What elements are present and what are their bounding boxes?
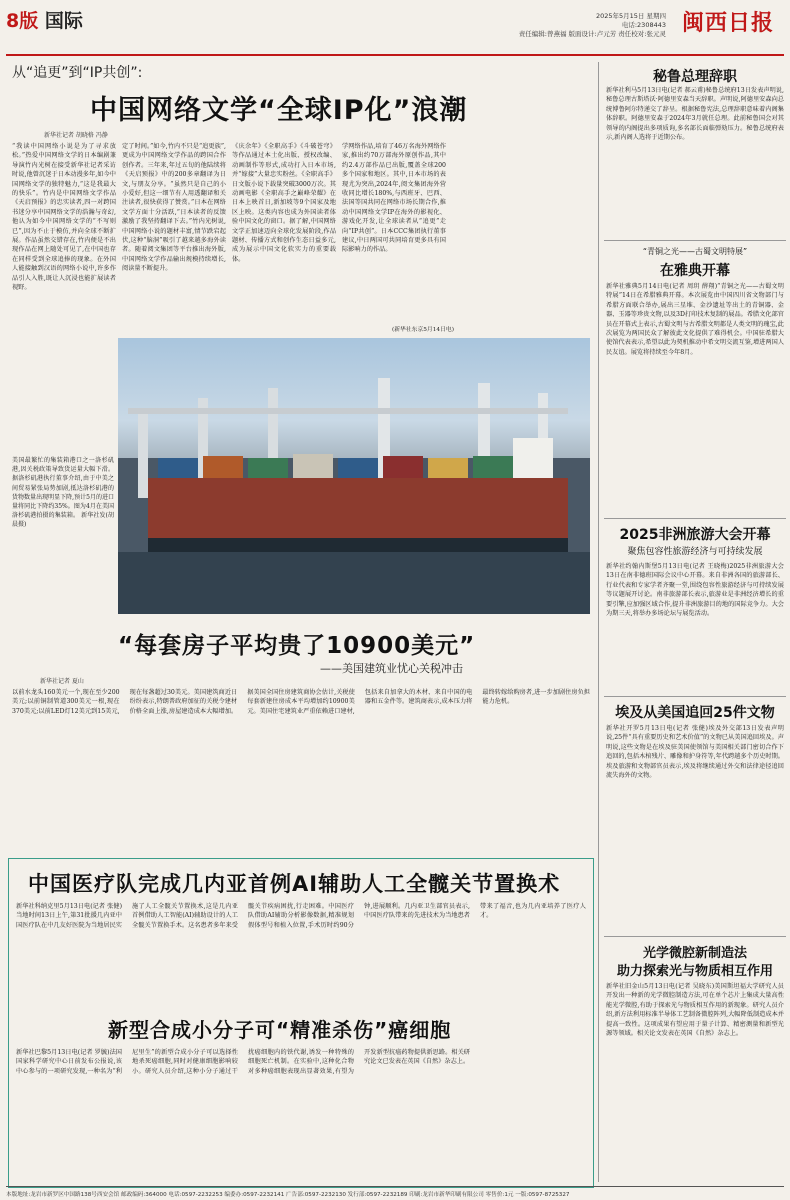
page-number: 8版 [6,10,39,32]
sidebar-sep [604,936,786,937]
photo-credit: 新华社发(胡晨摄) [12,512,114,529]
lead-col-1: “我读中国网络小说是为了寻求放松。”热爱中国网络文学的日本编剧兼导演竹内光树在接受新华社记者采访时说,他曾沉迷于日本动漫多年,如今中国网络文学的独特魅力,“这是我最大的快乐”。竹内是中国网络文学作品《天启预报》的忠实读者,四一对跨国书迷分享中国网络文学的浩瀚与奇幻,他认为如今中国网络文学的“不写则已”,因为不止于模仿,并向全球不断扩展。作品虽然交错存在,竹内便是不出现作品在网上随处可见了,在中国也存在同样受到全球追捧的现象。在外国人能接触到汉语的网络小说中,许多作品引人入胜,既让人沉浸也能扩展读者视野。 [12,143,116,292]
lead-title: 中国网络文学“全球IP化”浪潮 [90,95,468,126]
medical-title: 中国医疗队完成几内亚首例AI辅助人工全髋关节置换术 [28,872,561,896]
masthead-meta [366,12,666,39]
lead-kicker: 从“追更”到“IP共创”: [12,65,143,81]
editors-line: 责任编辑:曾燕福 版面设计:卢元芳 责任校对:张元灵 [518,30,666,38]
container-ship-illustration [118,338,590,614]
lead-col-2: 定了时间。”如今,竹内不只是“追更族”,更成为中国网络文学作品的跨国合作创作者。三年来,年过五旬的他陆续将《天启预报》中的200多章翻译为日文,与朋友分享。“虽然只是自己的小小爱好,但这一细节有人用透翻译和关注读者,很快获得了赞赏。”日本在网络文学方面十分活跃,“日本读者的反馈激励了我坚持翻译下去。”竹内光树说,中国网络小说的题材丰富,情节跌宕起伏,这种“脑洞”吸引了越来越多海外读者。随着阅文集团等平台推出海外版,中国网络文学作品输出规模持续增长,阅读量不断提升。 [122,143,226,273]
housing-byline: 新华社记者 夏山 [40,678,84,685]
africa-body: 新华社约翰内斯堡5月13日电(记者 王晓梅)2025非洲旅游大会13日在南非德班国际会议中心开幕。来自非洲各国的旅游部长、行业代表和专家学者齐聚一堂,围绕包容性旅游经济与可持续发展等议题展开讨论。南非旅游部长表示,旅游业是非洲经济增长的重要引擎,应加强区域合作,提升非洲旅游目的地的国际竞争力。大会为期三天,将举办多场论坛与展览活动。 [606,563,784,618]
photon-title: 光学微腔新制造法 [642,946,747,961]
lead-col-3: 《庆余年》《全职高手》《斗破苍穹》等作品通过本土化出版、授权改编、动画制作等形式,成功打入日本市场,并“嫁接”大量忠实粉丝。《全职高手》日文版小说下载量突破3000万次。其动画电影《全职高手之巅峰荣耀》在日本上映首日,新加坡等9个国家及地区上映。这类内容也成为外国读者体验中国文化的窗口。据了解,中国网络文学正加速迈向全球化发展阶段,作品题材、传播方式和创作生态日益多元,成为展示中国文化软实力的重要载体。 [232,143,336,263]
culture-title: 在雅典开幕 [660,263,730,279]
peru-title: 秘鲁总理辞职 [653,69,737,85]
drug-title: 新型合成小分子可“精准杀伤”癌细胞 [108,1018,452,1042]
housing-title: “每套房子平均贵了10900美元” [118,633,476,659]
issue-date: 2025年5月15日 星期四 [595,12,666,20]
newspaper-logo: 闽西日报 [682,10,775,36]
photon-body: 新华社旧金山5月13日电(记者 吴晓东)美国斯坦福大学研究人员开发出一种新的光学微腔制造方法,可在单个芯片上集成大量高性能光学微腔,有助于探索光与物质相互作用的新现象。研究人员介绍,新方法利用标准半导体工艺制备微腔阵列,大幅降低制造成本并提高一致性。这项成果有望应用于量子计算、精密测量和新型光源等领域。相关论文发表在英国《自然》杂志上。 [606,983,784,1038]
sidebar-sep [604,696,786,697]
port-photo [118,338,590,614]
photo-caption [12,456,114,608]
sidebar-sep [604,240,786,241]
culture-kicker: “青铜之光——古蜀文明特展” [642,247,748,256]
housing-body: 以前水龙头160美元一个,现在至少200美元;以前铜制管道300美元一根,现在370美元;以前LED灯12美元到15美元,现在每盏超过30美元。美国建筑商近日纷纷表示,特朗普政府加征的关税令建材价格全面上涨,房屋建造成本大幅增加。据美国全国住房建筑商协会估计,关税使每套新建住房成本平均增加约10900美元。美国住宅建筑业严重依赖进口建材,包括来自加拿大的木材、来自中国的电器和五金件等。建筑商表示,成本压力将最终转嫁给购房者,进一步加剧住房负担能力危机。 [12,689,590,715]
africa-subtitle: 聚焦包容性旅游经济与可持续发展 [627,547,763,557]
medical-body: 新华社科纳克里5月13日电(记者 张健)当地时间13日上午,第31批援几内亚中国医疗队在中几友好医院为当地居民实施了人工全髋关节置换术,这是几内亚首例借助人工智能(AI)辅助设计的人工全髋关节置换手术。这名患者多年来受髋关节疾病困扰,行走困难。中国医疗队借助AI辅助分析影像数据,精准规划假体型号和植入位置,手术历时约90分钟,进展顺利。几内亚卫生部官员表示,中国医疗队带来的先进技术为当地患者带来了福音,也为几内亚培养了医疗人才。 [16,903,586,929]
peru-body: 新华社利马5月13日电(记者 郝云甫)秘鲁总统府13日发表声明说,秘鲁总理古斯塔沃·阿德里安森当天辞职。声明说,阿德里安森向总统博鲁阿尔特递交了辞呈。根据秘鲁宪法,总理辞职意味着内阁集体辞职。阿德里安森于2024年3月就任总理。此前秘鲁国会对其领导的内阁提出多项质询,多名部长面临弹劾压力。秘鲁总统府表示,新内阁人选将于近期公布。 [606,87,784,142]
culture-body: 新华社雅典5月14日电(记者 周玥 薛翔)“青铜之光——古蜀文明特展”14日在希腊雅典开幕。本次展览由中国四川省文物部门与希腊方面联合举办,展出三星堆、金沙遗址等出土的青铜器、金器、玉器等珍贵文物,以及3D打印技术复制的展品。希腊文化部官员在开幕式上表示,古蜀文明与古希腊文明都是人类文明的瑰宝,此次展览为两国民众了解彼此文化提供了难得机会。中国驻希腊大使馆代表表示,希望以此为契机推动中希文明交流互鉴,增进两国人民友谊。展览将持续至今年8月。 [606,283,784,356]
lead-col-4: 学网络作品,培育了46万名海外网络作家,推出约70万部海外原创作品,其中约2.4万部作品已出版,覆盖全球200多个国家和地区。其中,日本市场的表现尤为突出,2024年,阅文集团海外营收同比增长180%,与西班牙、巴西、法国等国共同在网络市场长期合作,推动中国网络文学IP在海外的影视化、游戏化开发,让全球读者从“追更”走向“IP共创”。日本CCC集团执行董事建议,中日两国可共同培育更多具有国际影响力的作品。 [342,143,446,254]
page-header [6,4,784,56]
photo-caption-text: 美国最繁忙的集装箱港口之一洛杉矶港,因关税政策导致货运量大幅下滑。据洛杉矶港执行董事介绍,由于中美之间贸易紧张局势加剧,抵达洛杉矶港的货物数量出现明显下降,预计5月的进口量将同比下降约35%。图为4月在美国洛杉矶港拍摄的集装箱。 [12,457,114,520]
housing-subtitle: ——美国建筑业忧心关税冲击 [320,662,463,675]
page-label [6,6,83,33]
egypt-body: 新华社开罗5月13日电(记者 张健)埃及外交部13日发表声明说,25件“具有重要历史和艺术价值”的文物已从美国追回埃及。声明说,这些文物是在埃及驻美国使领馆与美国相关部门密切合作下追回的,包括木棺残片、雕像和护身符等,年代跨越多个历史时期。埃及旅游和文物部官员表示,埃及将继续通过外交和法律途径追回流失海外的文物。 [606,725,784,780]
egypt-title: 埃及从美国追回25件文物 [615,705,775,721]
drug-body: 新华社巴黎5月13日电(记者 罗毓)法国国家科学研究中心日前发布公报说,该中心参与的一项研究发现,一种名为“利尼里生”的新型合成小分子可以选择性地杀死癌细胞,同时对健康细胞影响较小。研究人员介绍,这种小分子通过干扰癌细胞内的铁代谢,诱发一种特殊的细胞死亡机制。在实验中,这种化合物对多种癌细胞表现出显著效果,有望为开发新型抗癌药物提供新思路。相关研究论文已发表在英国《自然》杂志上。 [16,1049,470,1075]
header-rule [6,54,784,56]
section-name: 国际 [44,10,83,32]
sidebar-sep [604,518,786,519]
sidebar-rule [598,62,599,1182]
phone: 电话:2308443 [621,21,666,29]
africa-title: 2025非洲旅游大会开幕 [619,527,771,543]
photon-subtitle: 助力探索光与物质相互作用 [616,964,773,979]
page-footer: 本版地址:龙岩市新罗区中国路138号西安会馆 邮政编码:364000 电话:0597-2232253 编委办:0597-2232141 广告部:0597-2232130 发行部:0597-2232189 印刷:龙岩市新华印刷有限公司 零售价:1元 一版:0597-8725327 [6,1186,784,1198]
lead-byline: 新华社记者 胡晓格 冯静 [44,132,108,139]
lead-tail: (新华社东京5月14日电) [392,327,454,333]
